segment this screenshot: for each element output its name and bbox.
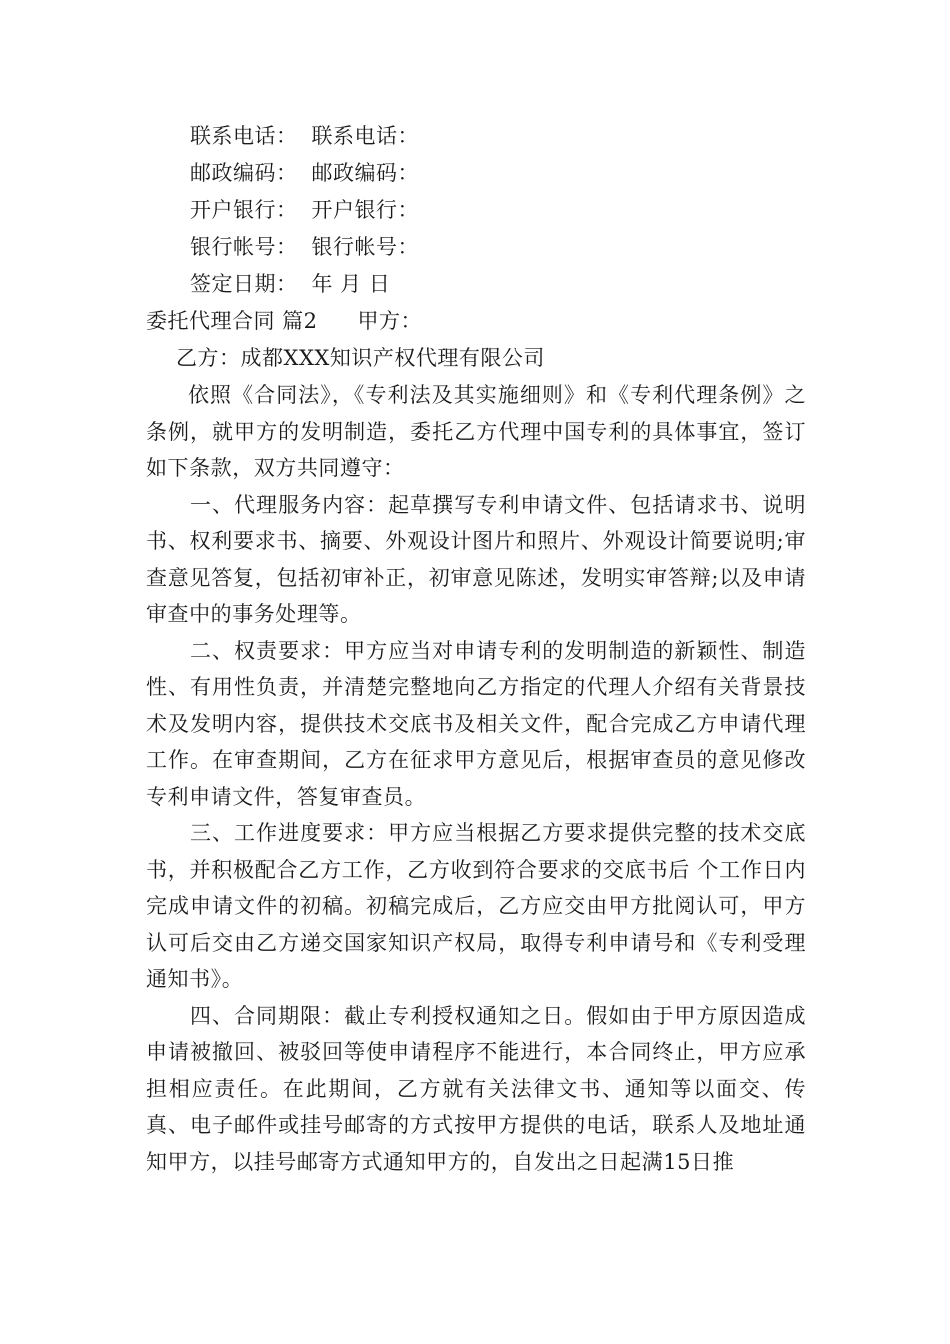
contact-bank-label: 开户银行： bbox=[190, 198, 298, 222]
contact-postal-row bbox=[146, 155, 806, 192]
contact-phone-row bbox=[146, 118, 806, 155]
contact-phone-label: 联系电话： bbox=[190, 124, 298, 148]
contact-account-label: 银行帐号： bbox=[190, 235, 298, 259]
contract2-clause-2: 二、权责要求：甲方应当对申请专利的发明制造的新颖性、制造性、有用性负责，并清楚完整地向乙方指定的代理人介绍有关背景技术及发明内容，提供技术交底书及相关文件，配合完成乙方申请代理工作。在审查期间，乙方在征求甲方意见后，根据审查员的意见修改专利申请文件，答复审查员。 bbox=[146, 638, 806, 809]
contact-bank-row bbox=[146, 192, 806, 229]
contract2-intro: 依照《合同法》，《专利法及其实施细则》和《专利代理条例》之条例，就甲方的发明制造，委托乙方代理中国专利的具体事宜，签订如下条款，双方共同遵守： bbox=[146, 383, 806, 480]
contract2-clause-4: 四、合同期限：截止专利授权通知之日。假如由于甲方原因造成申请被撤回、被驳回等使申请程序不能进行，本合同终止，甲方应承担相应责任。在此期间，乙方就有关法律文书、通知等以面交、传真、电子邮件或挂号邮寄的方式按甲方提供的电话，联系人及地址通知甲方，以挂号邮寄方式通知甲方的，自发出之日起满15日推 bbox=[146, 1003, 806, 1174]
contact-postal-value: 邮政编码： bbox=[311, 161, 419, 185]
contact-account-row bbox=[146, 229, 806, 266]
contract2-party-b: 乙方：成都XXX知识产权代理有限公司 bbox=[176, 346, 545, 370]
contact-postal-label: 邮政编码： bbox=[190, 161, 298, 185]
contract2-clause-3: 三、工作进度要求：甲方应当根据乙方要求提供完整的技术交底书，并积极配合乙方工作，乙方收到符合要求的交底书后 个工作日内完成申请文件的初稿。初稿完成后，乙方应交由甲方批阅认可，甲方认可后交由乙方递交国家知识产权局，取得专利申请号和《专利受理通知书》。 bbox=[146, 821, 806, 991]
contract2-party-a: 甲方： bbox=[357, 309, 423, 333]
contact-account-value: 银行帐号： bbox=[311, 235, 419, 259]
contract2-party-b-row bbox=[146, 340, 806, 377]
contact-bank-value: 开户银行： bbox=[311, 198, 419, 222]
contact-date-row bbox=[146, 266, 806, 303]
contract2-heading-row bbox=[146, 303, 806, 340]
contact-date-label: 签定日期： bbox=[190, 272, 298, 296]
contract2-heading: 委托代理合同 篇2 bbox=[146, 309, 318, 333]
contract2-clause-1: 一、代理服务内容：起草撰写专利申请文件、包括请求书、说明书、权利要求书、摘要、外观设计图片和照片、外观设计简要说明;审查意见答复，包括初审补正，初审意见陈述，发明实审答辩;以及申请审查中的事务处理等。 bbox=[146, 492, 806, 626]
contact-date-value: 年 月 日 bbox=[311, 272, 391, 296]
contact-phone-value: 联系电话： bbox=[311, 124, 419, 148]
document-body bbox=[146, 118, 806, 1180]
